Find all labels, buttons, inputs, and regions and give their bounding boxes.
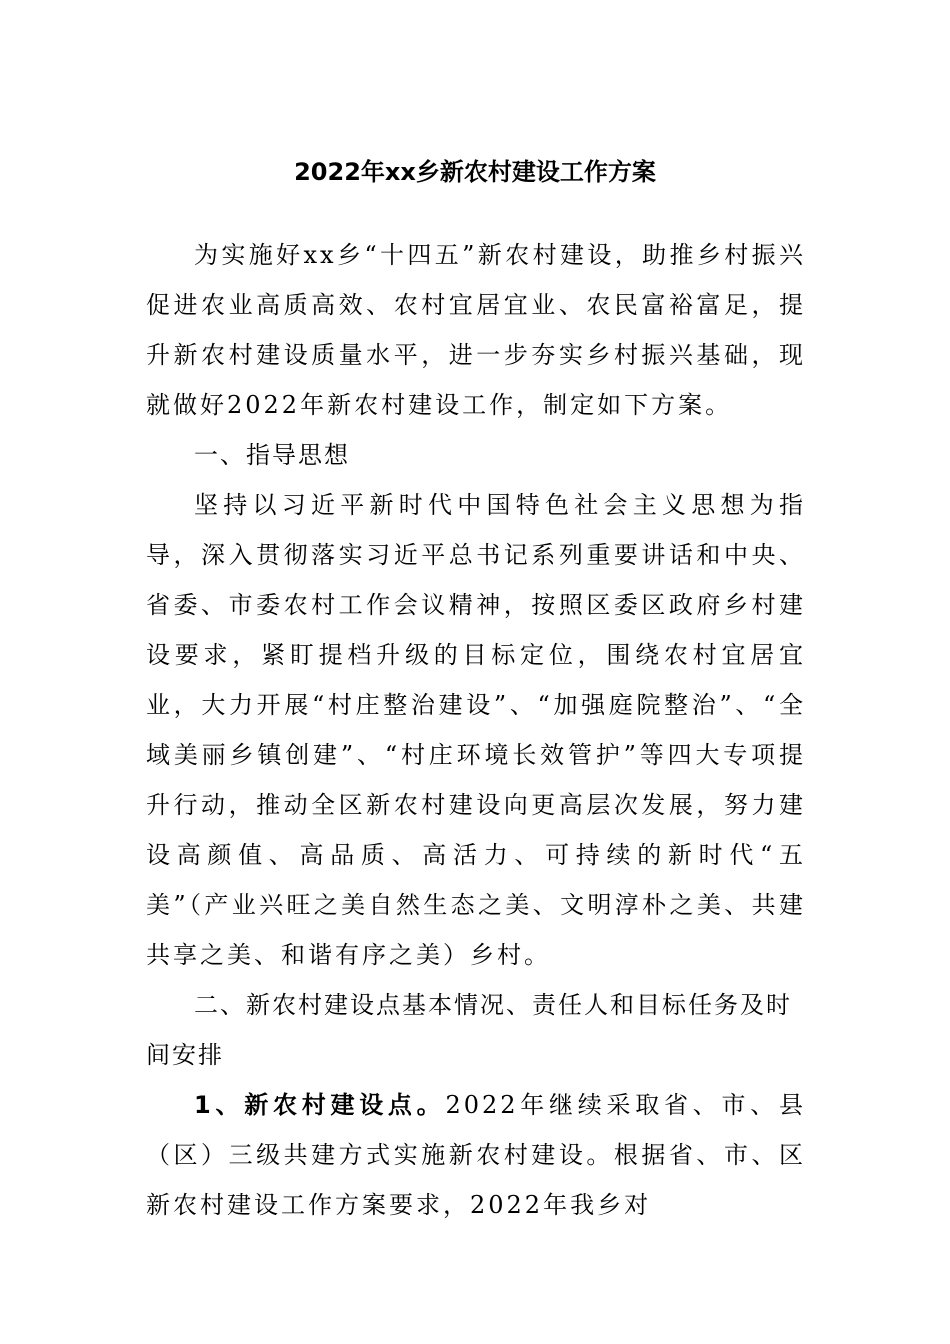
intro-paragraph: 为实施好xx乡“十四五”新农村建设，助推乡村振兴促进农业高质高效、农村宜居宜业、农民富裕富足，提升新农村建设质量水平，进一步夯实乡村振兴基础，现就做好2022年新农村建设工作，制定如下方案。 — [146, 241, 806, 419]
construction-points-paragraph — [146, 1080, 806, 1230]
section-heading-basic-situation: 二、新农村建设点基本情况、责任人和目标任务及时间安排 — [146, 991, 792, 1069]
guiding-thought-paragraph: 坚持以习近平新时代中国特色社会主义思想为指导，深入贯彻落实习近平总书记系列重要讲话和中央、省委、市委农村工作会议精神，按照区委区政府乡村建设要求，紧盯提档升级的目标定位，围绕农村宜居宜业，大力开展“村庄整治建设”、“加强庭院整治”、“全域美丽乡镇创建”、“村庄环境长效管护”等四大专项提升行动，推动全区新农村建设向更高层次发展，努力建设高颜值、高品质、高活力、可持续的新时代“五美”（产业兴旺之美自然生态之美、文明淳朴之美、共建共享之美、和谐有序之美）乡村。 — [146, 491, 806, 969]
section-heading-guiding-thought: 一、指导思想 — [194, 441, 350, 469]
document-body — [146, 230, 806, 1230]
construction-points-lead: 1、新农村建设点。 — [194, 1091, 446, 1119]
construction-points-text: 2022年继续采取省、市、县（区）三级共建方式实施新农村建设。根据省、市、区新农村建设工作方案要求，2022年我乡对 — [146, 1091, 806, 1219]
document-title: 2022年xx乡新农村建设工作方案 — [294, 158, 656, 186]
